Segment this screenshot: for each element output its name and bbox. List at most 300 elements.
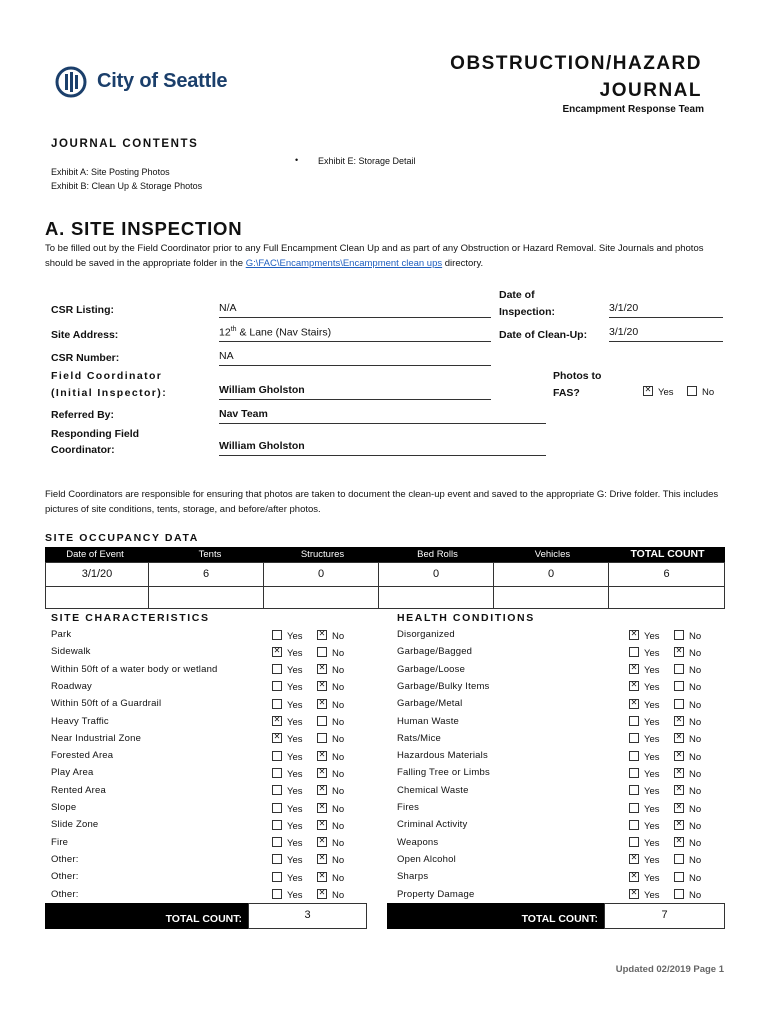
bullet-glyph: • xyxy=(295,155,299,165)
no-label: No xyxy=(689,717,702,728)
no-label: No xyxy=(689,820,702,832)
no-option[interactable] xyxy=(317,889,344,901)
no-option[interactable] xyxy=(317,664,344,676)
yes-label: Yes xyxy=(287,768,303,780)
no-checkbox[interactable] xyxy=(674,837,684,847)
yes-checkbox[interactable] xyxy=(629,716,639,726)
yes-checkbox[interactable] xyxy=(629,630,639,640)
no-option[interactable] xyxy=(674,751,701,763)
csr-number-field[interactable] xyxy=(219,350,491,366)
yes-label: Yes xyxy=(644,872,660,884)
no-option[interactable] xyxy=(674,803,701,815)
no-checkbox[interactable] xyxy=(317,647,327,657)
occupancy-header-row xyxy=(45,547,725,562)
yes-option[interactable] xyxy=(629,889,660,901)
yes-checkbox[interactable] xyxy=(629,889,639,899)
row-label: Hazardous Materials xyxy=(397,750,488,762)
yes-label: Yes xyxy=(644,717,660,728)
no-label: No xyxy=(332,890,345,901)
no-label: No xyxy=(332,803,345,815)
yes-option[interactable] xyxy=(272,751,303,763)
no-option[interactable] xyxy=(317,647,344,659)
no-checkbox[interactable] xyxy=(674,681,684,691)
no-option[interactable] xyxy=(674,854,701,866)
yes-option[interactable] xyxy=(629,751,660,763)
responding-label-2: Coordinator: xyxy=(51,444,115,456)
responding-coordinator-label xyxy=(51,426,139,458)
no-label: No xyxy=(332,838,345,850)
no-label: No xyxy=(332,699,345,711)
yes-checkbox[interactable] xyxy=(629,785,639,795)
col-date-of-event: Date of Event xyxy=(66,549,124,560)
site-inspection-heading: A. SITE INSPECTION xyxy=(45,218,243,239)
no-option[interactable] xyxy=(317,733,344,745)
no-option[interactable] xyxy=(317,803,344,815)
no-label: No xyxy=(689,872,702,884)
yes-option[interactable] xyxy=(629,768,660,780)
yes-label: Yes xyxy=(287,838,303,850)
yes-checkbox[interactable] xyxy=(629,803,639,813)
no-checkbox[interactable] xyxy=(317,837,327,847)
yes-label: Yes xyxy=(644,630,660,642)
referred-by-field[interactable] xyxy=(219,408,546,424)
no-option[interactable] xyxy=(674,889,701,901)
yes-option[interactable] xyxy=(629,681,660,693)
yes-option[interactable] xyxy=(272,854,303,866)
yes-option[interactable] xyxy=(272,733,303,745)
yes-label: Yes xyxy=(644,803,660,815)
yes-option[interactable] xyxy=(272,889,303,901)
site-address-suffix: th xyxy=(230,326,237,333)
occ-empty-cell[interactable] xyxy=(148,586,264,609)
col-tents: Tents xyxy=(198,549,222,560)
yes-label: Yes xyxy=(644,820,660,832)
yes-option[interactable] xyxy=(629,803,660,815)
date-inspection-label-2: Inspection: xyxy=(499,306,556,318)
site-address-number: 12 xyxy=(219,326,231,339)
row-label: Heavy Traffic xyxy=(51,715,109,727)
yes-label: Yes xyxy=(287,872,303,884)
yes-option[interactable] xyxy=(272,647,303,659)
site-inspection-intro xyxy=(45,241,725,271)
no-checkbox[interactable] xyxy=(674,854,684,864)
yes-label: Yes xyxy=(287,820,303,832)
folder-link[interactable]: G:\FAC\Encampments\Encampment clean ups xyxy=(245,258,443,269)
no-label: No xyxy=(689,890,702,901)
occ-empty-cell[interactable] xyxy=(493,586,609,609)
csr-number-value: NA xyxy=(219,350,234,362)
contents-item-a: Exhibit A: Site Posting Photos xyxy=(51,167,170,177)
yes-label: Yes xyxy=(644,734,660,746)
no-checkbox[interactable] xyxy=(674,630,684,640)
date-inspection-field[interactable] xyxy=(609,302,723,318)
no-label: No xyxy=(702,387,715,398)
no-checkbox[interactable] xyxy=(317,733,327,743)
no-checkbox[interactable] xyxy=(317,872,327,882)
yes-checkbox[interactable] xyxy=(272,854,282,864)
row-label: Park xyxy=(51,629,72,640)
no-label: No xyxy=(689,734,702,746)
no-option[interactable] xyxy=(317,681,344,693)
yes-label: Yes xyxy=(287,699,303,711)
photos-yes-checkbox[interactable] xyxy=(643,386,653,396)
row-label: Slide Zone xyxy=(51,819,99,831)
no-option[interactable] xyxy=(317,716,344,728)
yes-label: Yes xyxy=(287,890,303,901)
occ-total-cell[interactable]: 6 xyxy=(608,562,725,587)
row-label: Fire xyxy=(51,836,69,848)
yes-option[interactable] xyxy=(629,837,660,849)
no-option[interactable] xyxy=(317,751,344,763)
photos-yes-option[interactable] xyxy=(643,386,674,398)
yes-label: Yes xyxy=(644,855,660,867)
row-label: Other: xyxy=(51,888,79,900)
yes-checkbox[interactable] xyxy=(272,664,282,674)
date-cleanup-field[interactable] xyxy=(609,326,723,342)
yes-option[interactable] xyxy=(272,681,303,693)
occ-structures-cell[interactable]: 0 xyxy=(263,562,379,587)
yes-checkbox[interactable] xyxy=(629,768,639,778)
yes-checkbox[interactable] xyxy=(272,820,282,830)
no-label: No xyxy=(332,647,345,659)
no-checkbox[interactable] xyxy=(317,854,327,864)
no-checkbox[interactable] xyxy=(674,733,684,743)
yes-checkbox[interactable] xyxy=(629,837,639,847)
no-label: No xyxy=(332,786,345,798)
no-label: No xyxy=(332,768,345,780)
row-label: Garbage/Loose xyxy=(397,663,466,675)
contents-item-e: Exhibit E: Storage Detail xyxy=(318,156,416,166)
col-total-count: TOTAL COUNT xyxy=(630,548,705,560)
no-checkbox[interactable] xyxy=(674,803,684,813)
no-checkbox[interactable] xyxy=(317,768,327,778)
yes-label: Yes xyxy=(287,734,303,746)
yes-option[interactable] xyxy=(629,733,660,745)
row-label: Criminal Activity xyxy=(397,819,468,831)
yes-checkbox[interactable] xyxy=(272,768,282,778)
no-label: No xyxy=(332,872,345,884)
no-checkbox[interactable] xyxy=(317,751,327,761)
no-option[interactable] xyxy=(674,785,701,797)
title-line-2: JOURNAL xyxy=(599,80,702,101)
yes-checkbox[interactable] xyxy=(629,647,639,657)
photos-label-2: FAS? xyxy=(553,387,580,399)
yes-label: Yes xyxy=(287,751,303,763)
site-address-field[interactable] xyxy=(219,326,491,342)
row-label: Fires xyxy=(397,802,420,813)
yes-label: Yes xyxy=(287,682,303,694)
yes-checkbox[interactable] xyxy=(272,630,282,640)
site-total-bar xyxy=(45,903,248,929)
no-option[interactable] xyxy=(317,837,344,849)
health-total-label: TOTAL COUNT: xyxy=(521,913,598,925)
no-checkbox[interactable] xyxy=(317,681,327,691)
contents-item-b: Exhibit B: Clean Up & Storage Photos xyxy=(51,181,203,191)
no-label: No xyxy=(689,682,702,694)
yes-option[interactable] xyxy=(272,803,303,815)
yes-option[interactable] xyxy=(629,872,660,884)
field-coordinator-value: William Gholston xyxy=(219,384,305,396)
row-label: Human Waste xyxy=(397,715,460,727)
no-checkbox[interactable] xyxy=(317,699,327,709)
yes-checkbox[interactable] xyxy=(629,872,639,882)
responding-coordinator-field[interactable] xyxy=(219,440,546,456)
no-option[interactable] xyxy=(674,699,701,711)
no-option[interactable] xyxy=(674,716,701,728)
yes-label: Yes xyxy=(644,682,660,694)
yes-checkbox[interactable] xyxy=(272,872,282,882)
yes-label: Yes xyxy=(644,838,660,850)
yes-checkbox[interactable] xyxy=(272,751,282,761)
no-option[interactable] xyxy=(674,820,701,832)
no-label: No xyxy=(332,855,345,867)
no-checkbox[interactable] xyxy=(317,630,327,640)
yes-option[interactable] xyxy=(272,699,303,711)
yes-option[interactable] xyxy=(629,820,660,832)
yes-label: Yes xyxy=(644,890,660,901)
row-label: Forested Area xyxy=(51,750,114,762)
field-coordinator-label-1: Field Coordinator xyxy=(51,370,163,382)
row-label: Within 50ft of a Guardrail xyxy=(51,698,162,710)
row-label: Other: xyxy=(51,853,79,865)
no-option[interactable] xyxy=(317,820,344,832)
row-label: Rented Area xyxy=(51,784,107,796)
intro-text: To be filled out by the Field Coordinator prior to any Full Encampment Clean Up and as part of any Obstruction or Hazard Removal. Site Journals and photos should be saved in the appropriate folder in the xyxy=(45,243,704,269)
no-label: No xyxy=(332,717,345,728)
health-total-bar xyxy=(387,903,604,929)
yes-label: Yes xyxy=(287,630,303,642)
yes-option[interactable] xyxy=(272,716,303,728)
occ-empty-cell[interactable] xyxy=(45,586,149,609)
row-label: Other: xyxy=(51,871,79,883)
no-label: No xyxy=(689,855,702,867)
yes-checkbox[interactable] xyxy=(272,785,282,795)
occ-empty-cell[interactable] xyxy=(378,586,494,609)
responding-coordinator-value: William Gholston xyxy=(219,440,305,452)
yes-checkbox[interactable] xyxy=(272,889,282,899)
no-checkbox[interactable] xyxy=(674,664,684,674)
yes-checkbox[interactable] xyxy=(272,681,282,691)
photos-no-option[interactable] xyxy=(687,386,714,398)
document-subtitle: Encampment Response Team xyxy=(562,104,704,115)
no-checkbox[interactable] xyxy=(674,785,684,795)
no-label: No xyxy=(332,665,345,677)
no-label: No xyxy=(332,630,345,642)
yes-option[interactable] xyxy=(629,785,660,797)
yes-label: Yes xyxy=(644,751,660,763)
yes-label: Yes xyxy=(644,786,660,798)
row-label: Slope xyxy=(51,802,77,813)
intro-text-end: directory. xyxy=(442,258,484,269)
no-checkbox[interactable] xyxy=(674,820,684,830)
field-coordinator-field[interactable] xyxy=(219,384,491,400)
yes-checkbox[interactable] xyxy=(272,699,282,709)
no-label: No xyxy=(332,682,345,694)
no-checkbox[interactable] xyxy=(317,785,327,795)
no-label: No xyxy=(689,786,702,798)
no-checkbox[interactable] xyxy=(674,647,684,657)
occ-tents-cell[interactable]: 6 xyxy=(148,562,264,587)
no-option[interactable] xyxy=(674,630,701,642)
no-option[interactable] xyxy=(674,872,701,884)
no-checkbox[interactable] xyxy=(674,716,684,726)
occ-bed-rolls-cell[interactable]: 0 xyxy=(378,562,494,587)
date-inspection-label xyxy=(499,287,555,321)
yes-label: Yes xyxy=(287,665,303,677)
yes-label: Yes xyxy=(644,768,660,780)
no-checkbox[interactable] xyxy=(317,889,327,899)
no-checkbox[interactable] xyxy=(674,872,684,882)
no-option[interactable] xyxy=(317,768,344,780)
yes-label: Yes xyxy=(287,803,303,815)
photos-label-1: Photos to xyxy=(553,370,602,382)
yes-label: Yes xyxy=(644,647,660,659)
row-label: Sidewalk xyxy=(51,646,91,658)
yes-option[interactable] xyxy=(629,664,660,676)
yes-label: Yes xyxy=(644,699,660,711)
yes-checkbox[interactable] xyxy=(272,716,282,726)
row-label: Roadway xyxy=(51,680,93,692)
occ-empty-cell[interactable] xyxy=(608,586,725,609)
health-conditions-heading: HEALTH CONDITIONS xyxy=(397,612,535,624)
site-total-label: TOTAL COUNT: xyxy=(165,913,242,925)
no-option[interactable] xyxy=(674,733,701,745)
yes-checkbox[interactable] xyxy=(629,733,639,743)
yes-option[interactable] xyxy=(272,872,303,884)
row-label: Open Alcohol xyxy=(397,853,456,865)
yes-option[interactable] xyxy=(272,820,303,832)
no-label: No xyxy=(689,699,702,711)
no-checkbox[interactable] xyxy=(674,751,684,761)
field-coordinator-label xyxy=(51,368,167,402)
no-option[interactable] xyxy=(674,647,701,659)
photos-no-checkbox[interactable] xyxy=(687,386,697,396)
col-bed-rolls: Bed Rolls xyxy=(417,549,458,560)
date-inspection-label-1: Date of xyxy=(499,289,535,301)
col-structures: Structures xyxy=(300,549,345,560)
page-footer: Updated 02/2019 Page 1 xyxy=(615,964,724,975)
yes-option[interactable] xyxy=(629,699,660,711)
row-label: Chemical Waste xyxy=(397,784,469,796)
date-cleanup-label: Date of Clean-Up: xyxy=(499,329,588,341)
yes-option[interactable] xyxy=(272,664,303,676)
date-cleanup-value: 3/1/20 xyxy=(609,326,639,338)
occ-vehicles-cell[interactable]: 0 xyxy=(493,562,609,587)
row-label: Garbage/Bagged xyxy=(397,646,473,658)
journal-contents-heading: JOURNAL CONTENTS xyxy=(51,138,199,150)
yes-option[interactable] xyxy=(629,854,660,866)
no-label: No xyxy=(332,820,345,832)
no-checkbox[interactable] xyxy=(317,803,327,813)
no-option[interactable] xyxy=(317,872,344,884)
yes-checkbox[interactable] xyxy=(272,803,282,813)
yes-option[interactable] xyxy=(629,716,660,728)
no-option[interactable] xyxy=(674,664,701,676)
yes-option[interactable] xyxy=(272,837,303,849)
health-total-value[interactable]: 7 xyxy=(604,903,725,929)
date-inspection-value: 3/1/20 xyxy=(609,302,639,314)
row-label: Sharps xyxy=(397,871,429,883)
yes-label: Yes xyxy=(658,387,674,398)
document-title xyxy=(450,50,702,104)
yes-option[interactable] xyxy=(272,630,303,642)
yes-checkbox[interactable] xyxy=(272,647,282,657)
yes-label: Yes xyxy=(644,665,660,677)
yes-checkbox[interactable] xyxy=(629,854,639,864)
no-checkbox[interactable] xyxy=(317,664,327,674)
no-checkbox[interactable] xyxy=(674,699,684,709)
no-option[interactable] xyxy=(317,630,344,642)
yes-option[interactable] xyxy=(272,785,303,797)
no-option[interactable] xyxy=(317,785,344,797)
no-option[interactable] xyxy=(317,854,344,866)
row-label: Property Damage xyxy=(397,888,475,900)
no-label: No xyxy=(689,838,702,850)
csr-listing-label: CSR Listing: xyxy=(51,304,114,316)
no-checkbox[interactable] xyxy=(317,716,327,726)
site-occupancy-heading: SITE OCCUPANCY DATA xyxy=(45,532,199,544)
row-label: Rats/Mice xyxy=(397,732,442,744)
csr-listing-field[interactable] xyxy=(219,302,491,318)
yes-label: Yes xyxy=(287,717,303,728)
site-total-value[interactable]: 3 xyxy=(248,903,367,929)
site-address-street: & Lane (Nav Stairs) xyxy=(236,326,332,339)
photo-responsibility-note: Field Coordinators are responsible for ensuring that photos are taken to document the clean-up event and saved to the appropriate G: Drive folder. This includes pictures of site conditions, tents, storage, and before/after photos. xyxy=(45,489,719,515)
city-seal-icon xyxy=(55,66,87,98)
yes-option[interactable] xyxy=(629,630,660,642)
photos-to-fas-label xyxy=(553,368,601,402)
no-option[interactable] xyxy=(317,699,344,711)
yes-checkbox[interactable] xyxy=(629,699,639,709)
row-label: Falling Tree or Limbs xyxy=(397,767,490,779)
no-checkbox[interactable] xyxy=(674,768,684,778)
csr-listing-value: N/A xyxy=(219,302,237,314)
no-label: No xyxy=(689,647,702,659)
title-line-1: OBSTRUCTION/HAZARD xyxy=(450,53,702,74)
yes-checkbox[interactable] xyxy=(629,681,639,691)
no-label: No xyxy=(332,734,345,746)
yes-checkbox[interactable] xyxy=(629,751,639,761)
no-option[interactable] xyxy=(674,768,701,780)
city-logo-text: City of Seattle xyxy=(97,70,228,92)
occupancy-table xyxy=(45,562,725,609)
occ-empty-cell[interactable] xyxy=(263,586,379,609)
site-address-label: Site Address: xyxy=(51,329,119,341)
row-label: Near Industrial Zone xyxy=(51,732,142,744)
yes-label: Yes xyxy=(287,786,303,798)
no-label: No xyxy=(689,768,702,780)
site-characteristics-heading: SITE CHARACTERISTICS xyxy=(51,612,210,624)
no-option[interactable] xyxy=(674,837,701,849)
yes-checkbox[interactable] xyxy=(629,820,639,830)
no-option[interactable] xyxy=(674,681,701,693)
yes-checkbox[interactable] xyxy=(629,664,639,674)
row-label: Play Area xyxy=(51,767,94,779)
yes-checkbox[interactable] xyxy=(272,837,282,847)
occ-date-cell[interactable]: 3/1/20 xyxy=(45,562,149,587)
csr-number-label: CSR Number: xyxy=(51,352,120,364)
responding-label-1: Responding Field xyxy=(51,428,140,440)
col-vehicles: Vehicles xyxy=(534,549,571,560)
no-checkbox[interactable] xyxy=(317,820,327,830)
yes-option[interactable] xyxy=(629,647,660,659)
no-checkbox[interactable] xyxy=(674,889,684,899)
row-label: Garbage/Bulky Items xyxy=(397,680,490,692)
yes-option[interactable] xyxy=(272,768,303,780)
no-label: No xyxy=(689,803,702,815)
yes-checkbox[interactable] xyxy=(272,733,282,743)
referred-by-value: Nav Team xyxy=(219,408,268,420)
